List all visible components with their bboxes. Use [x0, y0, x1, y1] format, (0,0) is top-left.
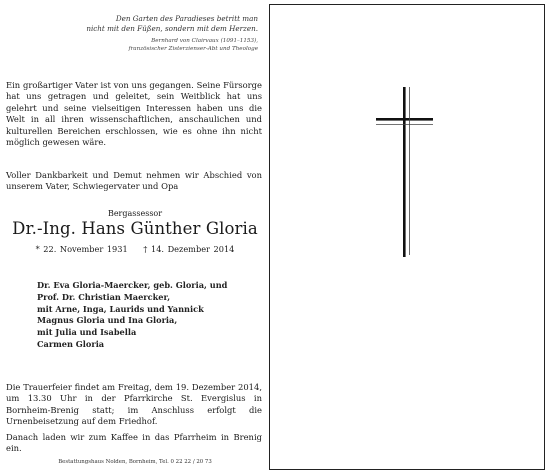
quote-line-2: nicht mit den Füßen, sondern mit dem Herzen.: [86, 24, 258, 33]
cross-card: [269, 4, 545, 470]
reception-invitation: Danach laden wir zum Kaffee in das Pfarrheim in Brenig ein.: [6, 432, 262, 454]
quote-author-description: französischer Zisterzienser-Abt und Theologe: [128, 46, 258, 52]
quote-attribution: [36, 37, 258, 53]
notice-text-panel: [0, 0, 270, 476]
birth-date: * 22. November 1931: [35, 244, 128, 254]
mourners-list: [37, 280, 259, 351]
farewell-paragraph: Voller Dankbarkeit und Demut nehmen wir Abschied von unserem Vater, Schwiegervater und Opa: [6, 170, 262, 192]
quote-line-1: Den Garten des Paradieses betritt man: [115, 14, 258, 23]
mourner-line: Carmen Gloria: [37, 338, 105, 349]
quote-author: Bernhard von Clairvaux (1091–1153),: [151, 38, 258, 44]
deceased-name: Dr.-Ing. Hans Günther Gloria: [12, 219, 258, 238]
funeral-details-paragraph: Die Trauerfeier findet am Freitag, dem 19. Dezember 2014, um 13.30 Uhr in der Pfarrkirche St. Evergislus in Bornheim-Brenig statt; im Anschluss erfolgt die Urnenbeisetzung auf dem Friedhof.: [6, 382, 262, 427]
mourner-line: Dr. Eva Gloria-Maercker, geb. Gloria, und: [37, 280, 228, 290]
funeral-home-footer: Bestattungshaus Nolden, Bornheim, Tel. 0 22 22 / 20 73: [58, 459, 212, 465]
mourner-line: mit Arne, Inga, Laurids und Yannick: [37, 303, 204, 314]
cross-icon: [270, 5, 544, 469]
epigraph-quote: [36, 14, 258, 53]
mourner-line: Prof. Dr. Christian Maercker,: [37, 291, 171, 302]
deceased-title: Bergassessor: [107, 209, 163, 218]
mourner-line: mit Julia und Isabella: [37, 327, 137, 338]
life-dates: [0, 244, 270, 254]
death-date: † 14. Dezember 2014: [143, 244, 235, 254]
mourner-line: Magnus Gloria und Ina Gloria,: [37, 315, 178, 326]
tribute-paragraph: Ein großartiger Vater ist von uns gegangen. Seine Fürsorge hat uns getragen und geleitet, sein Weitblick hat uns gelehrt und seine vielseitigen Interessen haben uns die Welt in all ihren wissenschaftlichen, anschaulichen und kulturellen Bereichen erschlossen, wie es ohne ihn nicht möglich gewesen wäre.: [6, 80, 262, 148]
